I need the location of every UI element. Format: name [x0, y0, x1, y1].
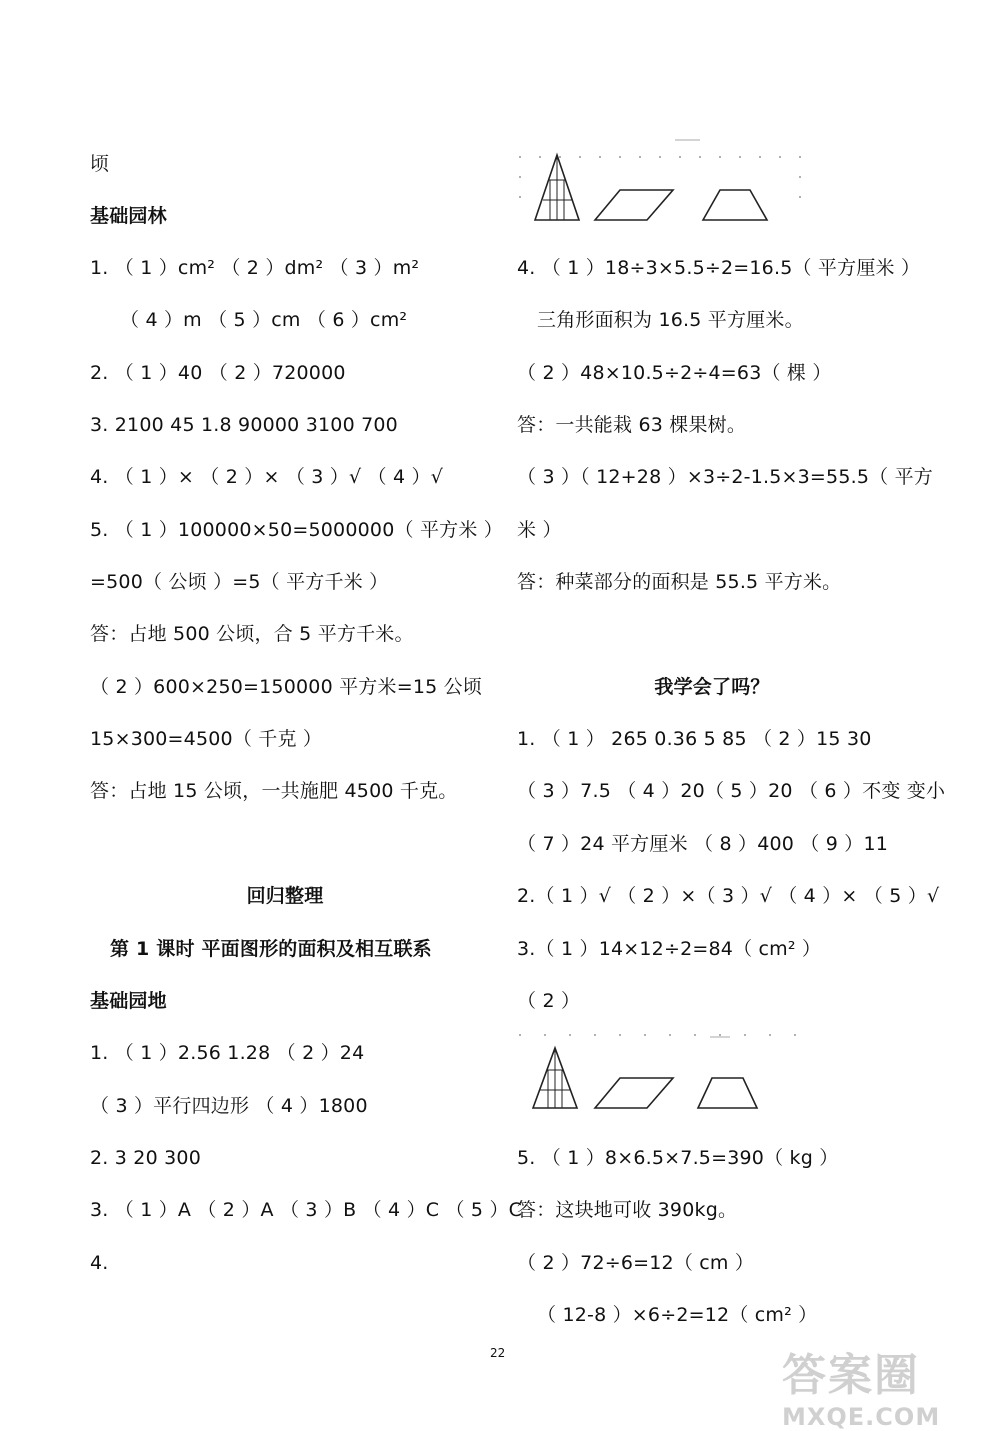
answer-line: 3.（ 1 ）14×12÷2=84（ cm² ）: [517, 938, 822, 960]
heading-basic-garden: 基础园林: [90, 205, 167, 227]
answer-line: 4. （ 1 ）× （ 2 ）× （ 3 ）√ （ 4 ）√: [90, 466, 444, 488]
trapezoid-shape: [698, 1078, 757, 1108]
answer-line: （ 7 ）24 平方厘米 （ 8 ）400 （ 9 ）11: [517, 833, 889, 855]
answer-line: （ 2 ）: [517, 990, 581, 1012]
shapes-figure-bottom: [515, 1030, 815, 1120]
answer-line: 米 ）: [517, 519, 562, 541]
answer-line: 4.: [90, 1252, 109, 1274]
answer-line: （ 12-8 ）×6÷2=12（ cm² ）: [537, 1304, 818, 1326]
page-number: 22: [490, 1346, 506, 1360]
answer-line: 2.（ 1 ）√ （ 2 ）×（ 3 ）√ （ 4 ）× （ 5 ）√: [517, 885, 940, 907]
shapes-figure-top: [515, 135, 815, 230]
watermark-url: MXQE.COM: [782, 1403, 941, 1431]
parallelogram-shape: [595, 1078, 673, 1108]
answer-line: 2. 3 20 300: [90, 1147, 201, 1169]
answer-line: （ 3 ）（ 12+28 ）×3÷2-1.5×3=55.5（ 平方: [517, 466, 933, 488]
watermark-title: 答案圈: [782, 1350, 920, 1401]
triangle-shape: [535, 155, 579, 220]
lesson-title: 第 1 课时 平面图形的面积及相互联系: [110, 938, 432, 960]
answer-line: 三角形面积为 16.5 平方厘米。: [537, 309, 804, 331]
answer-line: （ 3 ）平行四边形 （ 4 ）1800: [90, 1095, 368, 1117]
section-title-self-check: 我学会了吗？: [654, 676, 770, 698]
parallelogram-shape: [595, 190, 673, 220]
answer-line: （ 2 ）48×10.5÷2÷4=63（ 棵 ）: [517, 362, 832, 384]
answer-line: 1. （ 1 ）2.56 1.28 （ 2 ）24: [90, 1042, 365, 1064]
answer-line: 4. （ 1 ）18÷3×5.5÷2=16.5（ 平方厘米 ）: [517, 257, 921, 279]
answer-line: 答：这块地可收 390kg。: [517, 1199, 738, 1221]
answer-line: 5. （ 1 ）100000×50=5000000（ 平方米 ）: [90, 519, 503, 541]
answer-line: 1. （ 1 ）cm² （ 2 ）dm² （ 3 ）m²: [90, 257, 420, 279]
answer-line: 1. （ 1 ） 265 0.36 5 85 （ 2 ）15 30: [517, 728, 872, 750]
answer-line: （ 4 ）m （ 5 ）cm （ 6 ）cm²: [120, 309, 408, 331]
answer-line: （ 3 ）7.5 （ 4 ）20（ 5 ）20 （ 6 ）不变 变小: [517, 780, 946, 802]
trapezoid-shape: [703, 190, 767, 220]
triangle-shape: [533, 1048, 577, 1108]
answer-line: 3. 2100 45 1.8 90000 3100 700: [90, 414, 398, 436]
answer-line: =500（ 公顷 ）=5（ 平方千米 ）: [90, 571, 389, 593]
watermark-logo: [782, 1339, 992, 1431]
answer-line: 答：占地 500 公顷，合 5 平方千米。: [90, 623, 414, 645]
heading-basic-field: 基础园地: [90, 990, 167, 1012]
answer-line: 2. （ 1 ）40 （ 2 ）720000: [90, 362, 346, 384]
section-title-review: 回归整理: [246, 885, 324, 907]
answer-line: （ 2 ）600×250=150000 平方米=15 公顷: [90, 676, 483, 698]
answer-line: 答：占地 15 公顷，一共施肥 4500 千克。: [90, 780, 458, 802]
answer-line: 答：种菜部分的面积是 55.5 平方米。: [517, 571, 842, 593]
answer-line: 答：一共能栽 63 棵果树。: [517, 414, 747, 436]
answer-line: 3. （ 1 ）A （ 2 ）A （ 3 ）B （ 4 ）C （ 5 ）C: [90, 1199, 523, 1221]
answer-line: 5. （ 1 ）8×6.5×7.5=390（ kg ）: [517, 1147, 839, 1169]
continued-text: 顷: [90, 153, 110, 175]
answer-line: （ 2 ）72÷6=12（ cm ）: [517, 1252, 755, 1274]
answer-line: 15×300=4500（ 千克 ）: [90, 728, 323, 750]
